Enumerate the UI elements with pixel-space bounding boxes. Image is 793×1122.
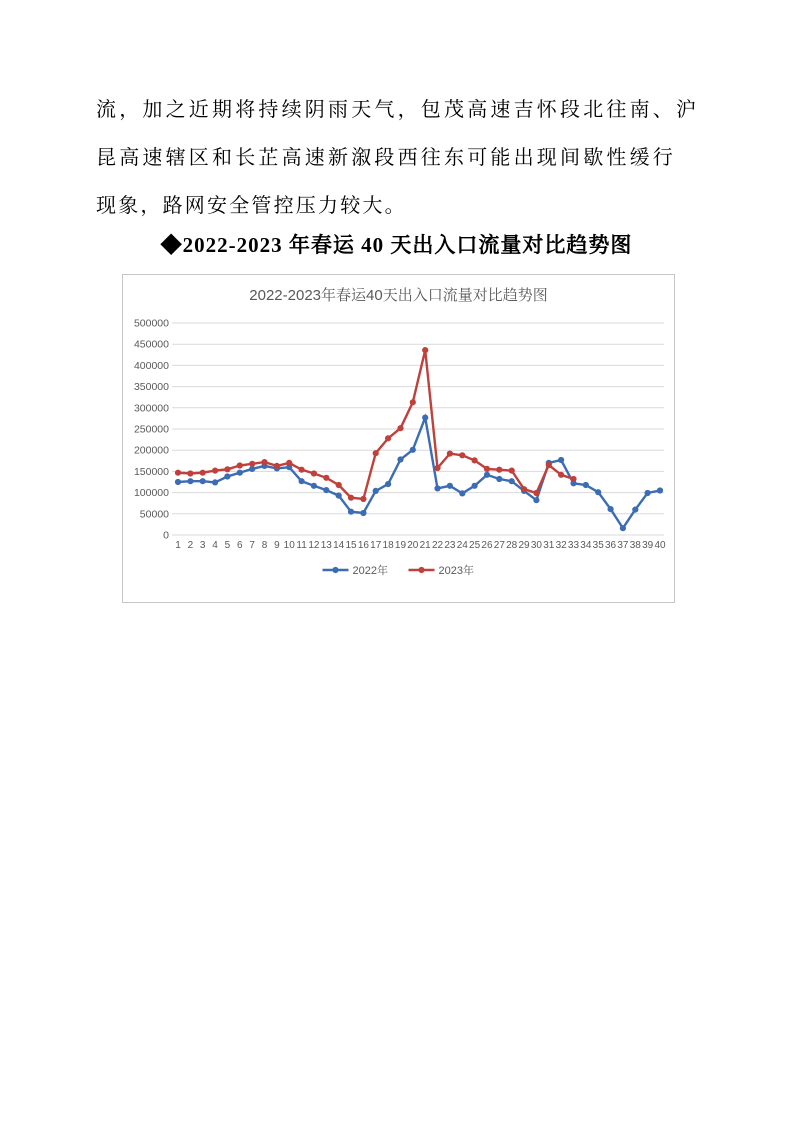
x-tick-label: 36 bbox=[605, 540, 617, 551]
data-point bbox=[595, 489, 601, 495]
data-point bbox=[447, 483, 453, 489]
data-point bbox=[410, 447, 416, 453]
x-tick-label: 22 bbox=[431, 540, 444, 551]
data-point bbox=[434, 465, 440, 471]
x-tick-label: 5 bbox=[224, 540, 231, 551]
x-tick-label: 20 bbox=[407, 540, 419, 551]
data-point bbox=[546, 462, 552, 468]
y-tick-label: 350000 bbox=[133, 381, 169, 394]
data-point bbox=[348, 509, 354, 515]
paragraph-line: 昆高速辖区和长芷高速新溆段西往东可能出现间歇性缓行 bbox=[96, 147, 676, 169]
x-tick-label: 31 bbox=[543, 540, 555, 551]
data-point bbox=[299, 467, 305, 473]
data-point bbox=[472, 483, 478, 489]
x-axis-labels bbox=[175, 540, 666, 551]
x-tick-label: 7 bbox=[249, 540, 255, 551]
x-tick-label: 30 bbox=[530, 540, 542, 551]
x-tick-label: 26 bbox=[481, 540, 493, 551]
x-tick-label: 29 bbox=[518, 540, 530, 551]
data-point bbox=[422, 347, 428, 353]
series-line bbox=[178, 418, 660, 529]
data-point bbox=[212, 479, 218, 485]
x-tick-label: 37 bbox=[617, 540, 629, 551]
x-tick-label: 18 bbox=[382, 540, 394, 551]
x-tick-label: 17 bbox=[370, 540, 382, 551]
y-tick-label: 50000 bbox=[139, 508, 169, 521]
data-point bbox=[509, 468, 515, 474]
y-tick-label: 250000 bbox=[133, 423, 169, 436]
x-tick-label: 38 bbox=[629, 540, 641, 551]
data-point bbox=[459, 452, 465, 458]
data-point bbox=[657, 487, 663, 493]
data-point bbox=[434, 485, 440, 491]
x-tick-label: 12 bbox=[308, 540, 320, 551]
x-tick-label: 28 bbox=[506, 540, 518, 551]
y-tick-label: 500000 bbox=[133, 317, 169, 330]
data-point bbox=[323, 487, 329, 493]
y-tick-label: 450000 bbox=[133, 338, 169, 351]
x-tick-label: 35 bbox=[592, 540, 604, 551]
body-paragraph bbox=[96, 86, 706, 230]
data-point bbox=[373, 450, 379, 456]
data-point bbox=[261, 459, 267, 465]
x-tick-label: 1 bbox=[175, 540, 181, 551]
x-tick-label: 16 bbox=[357, 540, 369, 551]
x-tick-label: 6 bbox=[237, 540, 243, 551]
data-point bbox=[175, 470, 181, 476]
data-point bbox=[397, 456, 403, 462]
x-tick-label: 21 bbox=[419, 540, 431, 551]
data-point bbox=[323, 475, 329, 481]
data-point bbox=[224, 473, 230, 479]
data-point bbox=[385, 481, 391, 487]
paragraph-line: 流，加之近期将持续阴雨天气，包茂高速吉怀段北往南、沪 bbox=[96, 99, 700, 121]
x-tick-label: 11 bbox=[296, 540, 307, 551]
x-tick-label: 13 bbox=[320, 540, 332, 551]
data-point bbox=[521, 486, 527, 492]
x-tick-label: 34 bbox=[580, 540, 592, 551]
data-point bbox=[484, 472, 490, 478]
data-point bbox=[360, 510, 366, 516]
data-point bbox=[583, 482, 589, 488]
legend-marker bbox=[418, 567, 424, 573]
legend-marker bbox=[332, 567, 338, 573]
y-tick-label: 300000 bbox=[133, 402, 169, 415]
x-tick-label: 32 bbox=[555, 540, 567, 551]
chart-title: 2022-2023年春运40天出入口流量对比趋势图 bbox=[249, 287, 548, 304]
data-point bbox=[570, 476, 576, 482]
x-tick-label: 39 bbox=[642, 540, 654, 551]
data-point bbox=[212, 468, 218, 474]
y-tick-label: 0 bbox=[163, 529, 169, 542]
data-point bbox=[348, 495, 354, 501]
data-point bbox=[249, 461, 255, 467]
gridlines bbox=[172, 323, 664, 535]
data-point bbox=[187, 478, 193, 484]
data-point bbox=[311, 470, 317, 476]
data-point bbox=[385, 435, 391, 441]
y-tick-label: 100000 bbox=[133, 487, 169, 500]
x-tick-label: 25 bbox=[469, 540, 481, 551]
data-point bbox=[509, 478, 515, 484]
data-point bbox=[237, 462, 243, 468]
data-point bbox=[496, 467, 502, 473]
x-tick-label: 27 bbox=[493, 540, 505, 551]
data-point bbox=[237, 470, 243, 476]
data-point bbox=[336, 493, 342, 499]
x-tick-label: 33 bbox=[567, 540, 580, 551]
data-point bbox=[533, 497, 539, 503]
section-heading: ◆2022-2023 年春运 40 天出入口流量对比趋势图 bbox=[160, 233, 633, 257]
data-point bbox=[373, 488, 379, 494]
x-tick-label: 15 bbox=[345, 540, 357, 551]
x-tick-label: 3 bbox=[199, 540, 206, 551]
data-point bbox=[422, 415, 428, 421]
data-point bbox=[286, 460, 292, 466]
x-tick-label: 8 bbox=[261, 540, 268, 551]
data-point bbox=[484, 466, 490, 472]
x-tick-label: 24 bbox=[456, 540, 468, 551]
x-tick-label: 40 bbox=[654, 540, 666, 551]
data-point bbox=[496, 476, 502, 482]
data-point bbox=[459, 490, 465, 496]
data-point bbox=[175, 479, 181, 485]
series-line bbox=[178, 350, 574, 499]
data-point bbox=[608, 506, 614, 512]
chart-canvas bbox=[123, 275, 674, 602]
y-tick-label: 200000 bbox=[133, 444, 169, 457]
data-point bbox=[533, 490, 539, 496]
x-tick-label: 9 bbox=[274, 540, 280, 551]
data-point bbox=[410, 399, 416, 405]
data-point bbox=[632, 507, 638, 513]
flow-trend-chart bbox=[122, 274, 675, 603]
data-point bbox=[558, 472, 564, 478]
y-axis-labels bbox=[134, 318, 169, 542]
data-point bbox=[558, 457, 564, 463]
paragraph-line: 现象，路网安全管控压力较大。 bbox=[96, 195, 407, 217]
legend bbox=[323, 563, 474, 577]
data-point bbox=[472, 457, 478, 463]
y-tick-label: 400000 bbox=[133, 359, 169, 372]
legend-label: 2023年 bbox=[438, 565, 474, 577]
legend-label: 2022年 bbox=[352, 565, 388, 577]
data-point bbox=[200, 470, 206, 476]
data-point bbox=[200, 478, 206, 484]
x-tick-label: 14 bbox=[333, 540, 345, 551]
series-2023 bbox=[175, 347, 577, 502]
data-point bbox=[620, 525, 626, 531]
data-point bbox=[397, 425, 403, 431]
x-tick-label: 19 bbox=[394, 540, 407, 551]
data-point bbox=[311, 483, 317, 489]
data-point bbox=[224, 466, 230, 472]
y-tick-label: 150000 bbox=[133, 465, 169, 478]
data-point bbox=[645, 490, 651, 496]
x-tick-label: 23 bbox=[444, 540, 456, 551]
x-tick-label: 4 bbox=[212, 540, 218, 551]
x-tick-label: 2 bbox=[187, 540, 194, 551]
data-point bbox=[274, 463, 280, 469]
data-point bbox=[360, 496, 366, 502]
x-tick-label: 10 bbox=[283, 540, 295, 551]
data-point bbox=[187, 470, 193, 476]
data-point bbox=[299, 478, 305, 484]
data-point bbox=[447, 451, 453, 457]
data-point bbox=[336, 482, 342, 488]
